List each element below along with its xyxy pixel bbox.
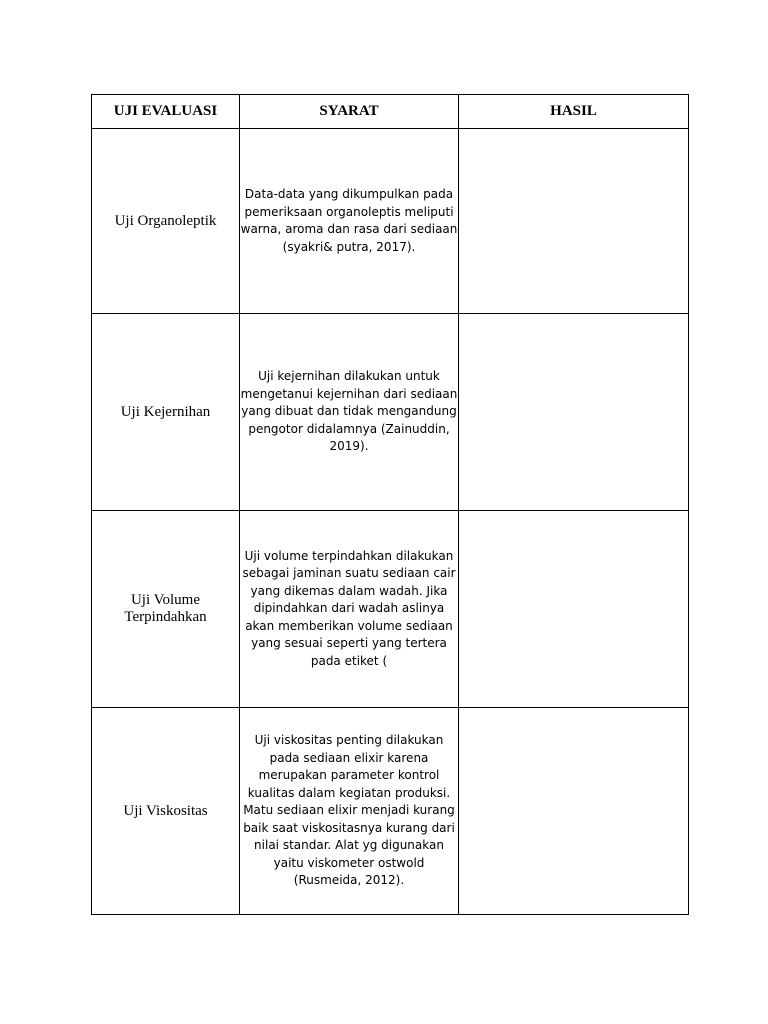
result-cell — [459, 314, 689, 511]
table-row — [92, 511, 689, 708]
table-header-row — [92, 95, 689, 129]
test-name-cell: Uji Volume Terpindahkan — [92, 511, 240, 708]
table-row — [92, 708, 689, 915]
header-syarat: SYARAT — [240, 95, 459, 129]
result-cell — [459, 511, 689, 708]
header-uji-evaluasi: UJI EVALUASI — [92, 95, 240, 129]
evaluation-table — [91, 94, 689, 915]
requirement-cell: Uji kejernihan dilakukan untuk mengetanui kejernihan dari sediaan yang dibuat dan tidak mengandung pengotor didalamnya (Zainuddin, 2019). — [240, 314, 459, 511]
test-name-cell: Uji Kejernihan — [92, 314, 240, 511]
requirement-cell: Data-data yang dikumpulkan pada pemeriksaan organoleptis meliputi warna, aroma dan rasa dari sediaan (syakri& putra, 2017). — [240, 129, 459, 314]
result-cell — [459, 708, 689, 915]
header-hasil: HASIL — [459, 95, 689, 129]
requirement-cell: Uji volume terpindahkan dilakukan sebagai jaminan suatu sediaan cair yang dikemas dalam wadah. Jika dipindahkan dari wadah aslinya akan memberikan volume sediaan yang sesuai seperti yang tertera pada etiket ( — [240, 511, 459, 708]
table-row — [92, 129, 689, 314]
table-row — [92, 314, 689, 511]
test-name-cell: Uji Organoleptik — [92, 129, 240, 314]
result-cell — [459, 129, 689, 314]
requirement-cell: Uji viskositas penting dilakukan pada sediaan elixir karena merupakan parameter kontrol kualitas dalam kegiatan produksi. Matu sediaan elixir menjadi kurang baik saat viskositasnya kurang dari nilai standar. Alat yg digunakan yaitu viskometer ostwold (Rusmeida, 2012). — [240, 708, 459, 915]
test-name-cell: Uji Viskositas — [92, 708, 240, 915]
